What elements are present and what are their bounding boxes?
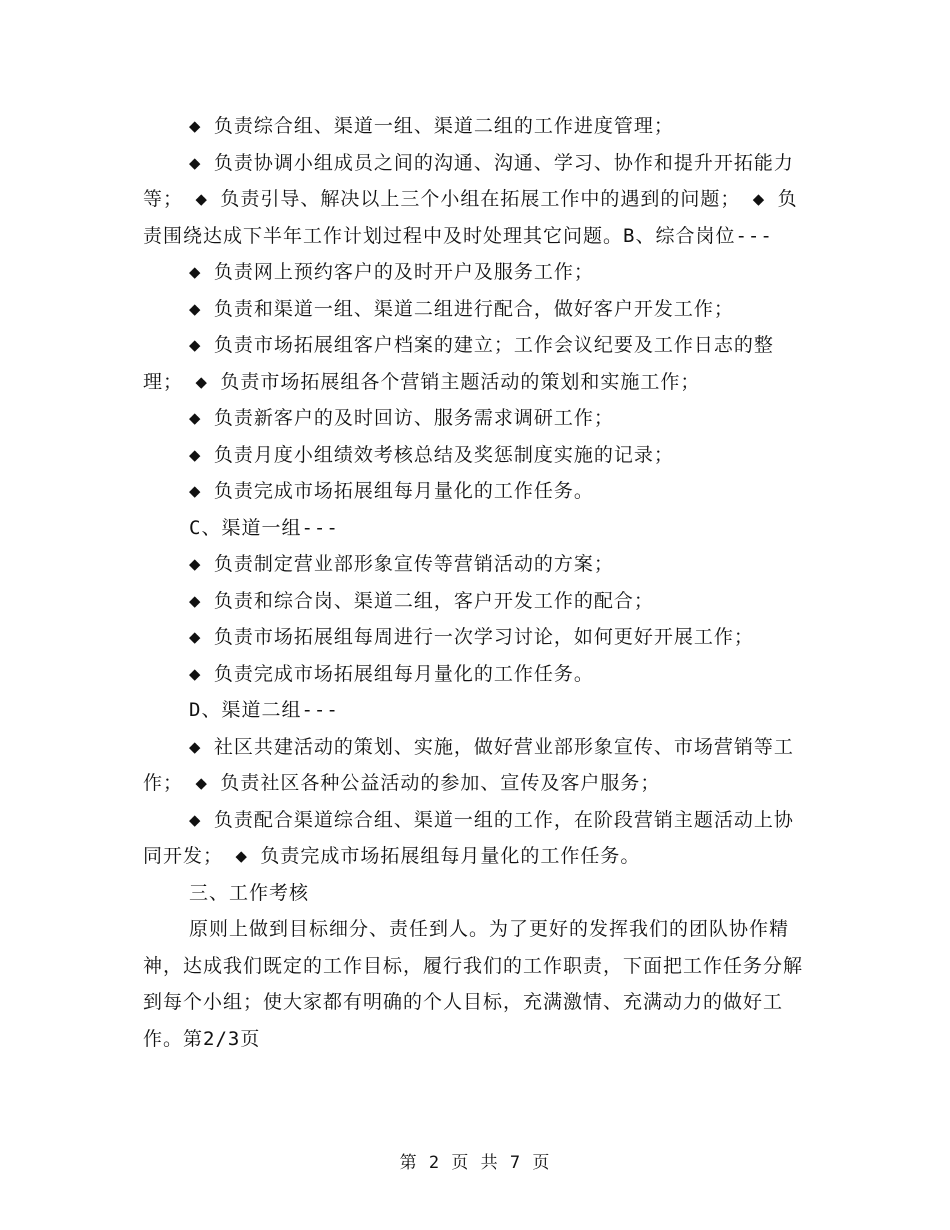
section-heading: C、渠道一组--- [189,516,339,539]
section-heading: 三、工作考核 [189,881,310,904]
paragraph: ◆ 负责市场拓展组每周进行一次学习讨论，如何更好开展工作； [189,626,754,648]
paragraph: ◆ 负责和综合岗、渠道二组，客户开发工作的配合； [189,589,654,612]
section-heading: D、渠道二组--- [189,699,339,721]
paragraph: ◆ 负责制定营业部形象宣传等营销活动的方案； [189,553,614,575]
paragraph: ◆ 负责新客户的及时回访、服务需求调研工作； [189,407,614,429]
paragraph: 原则上做到目标细分、责任到人。为了更好的发挥我们的团队协作精神，达成我们既定的工作目标，履行我们的工作职责，下面把工作任务分解到每个小组；使大家都有明确的个人目标，充满激情、充满动力的做好工作。第2/3页 [143,918,804,1050]
paragraph: ◆ 负责网上预约客户的及时开户及服务工作； [189,261,594,283]
paragraph: ◆ 负责完成市场拓展组每月量化的工作任务。 [189,662,594,685]
paragraph: ◆ 负责市场拓展组客户档案的建立；工作会议纪要及工作日志的整理； ◆ 负责市场拓展组各个营销主题活动的策划和实施工作； [143,334,774,393]
paragraph: ◆ 负责和渠道一组、渠道二组进行配合，做好客户开发工作； [189,297,734,320]
page-footer: 第 2 页 共 7 页 [399,1153,551,1173]
paragraph: ◆ 负责配合渠道综合组、渠道一组的工作，在阶段营销主题活动上协同开发； ◆ 负责完成市场拓展组每月量化的工作任务。 [143,808,794,867]
paragraph: ◆ 负责协调小组成员之间的沟通、沟通、学习、协作和提升开拓能力等； ◆ 负责引导、解决以上三个小组在拓展工作中的遇到的问题； ◆ 负责围绕达成下半年工作计划过程中及时处理其它问题。B、综合岗位--- [143,151,798,247]
paragraph: ◆ 社区共建活动的策划、实施，做好营业部形象宣传、市场营销等工作； ◆ 负责社区各种公益活动的参加、宣传及客户服务； [143,735,794,794]
document-body [143,108,807,1057]
paragraph: ◆ 负责综合组、渠道一组、渠道二组的工作进度管理； [189,115,674,137]
paragraph: ◆ 负责完成市场拓展组每月量化的工作任务。 [189,480,594,502]
paragraph: ◆ 负责月度小组绩效考核总结及奖惩制度实施的记录； [189,443,674,466]
